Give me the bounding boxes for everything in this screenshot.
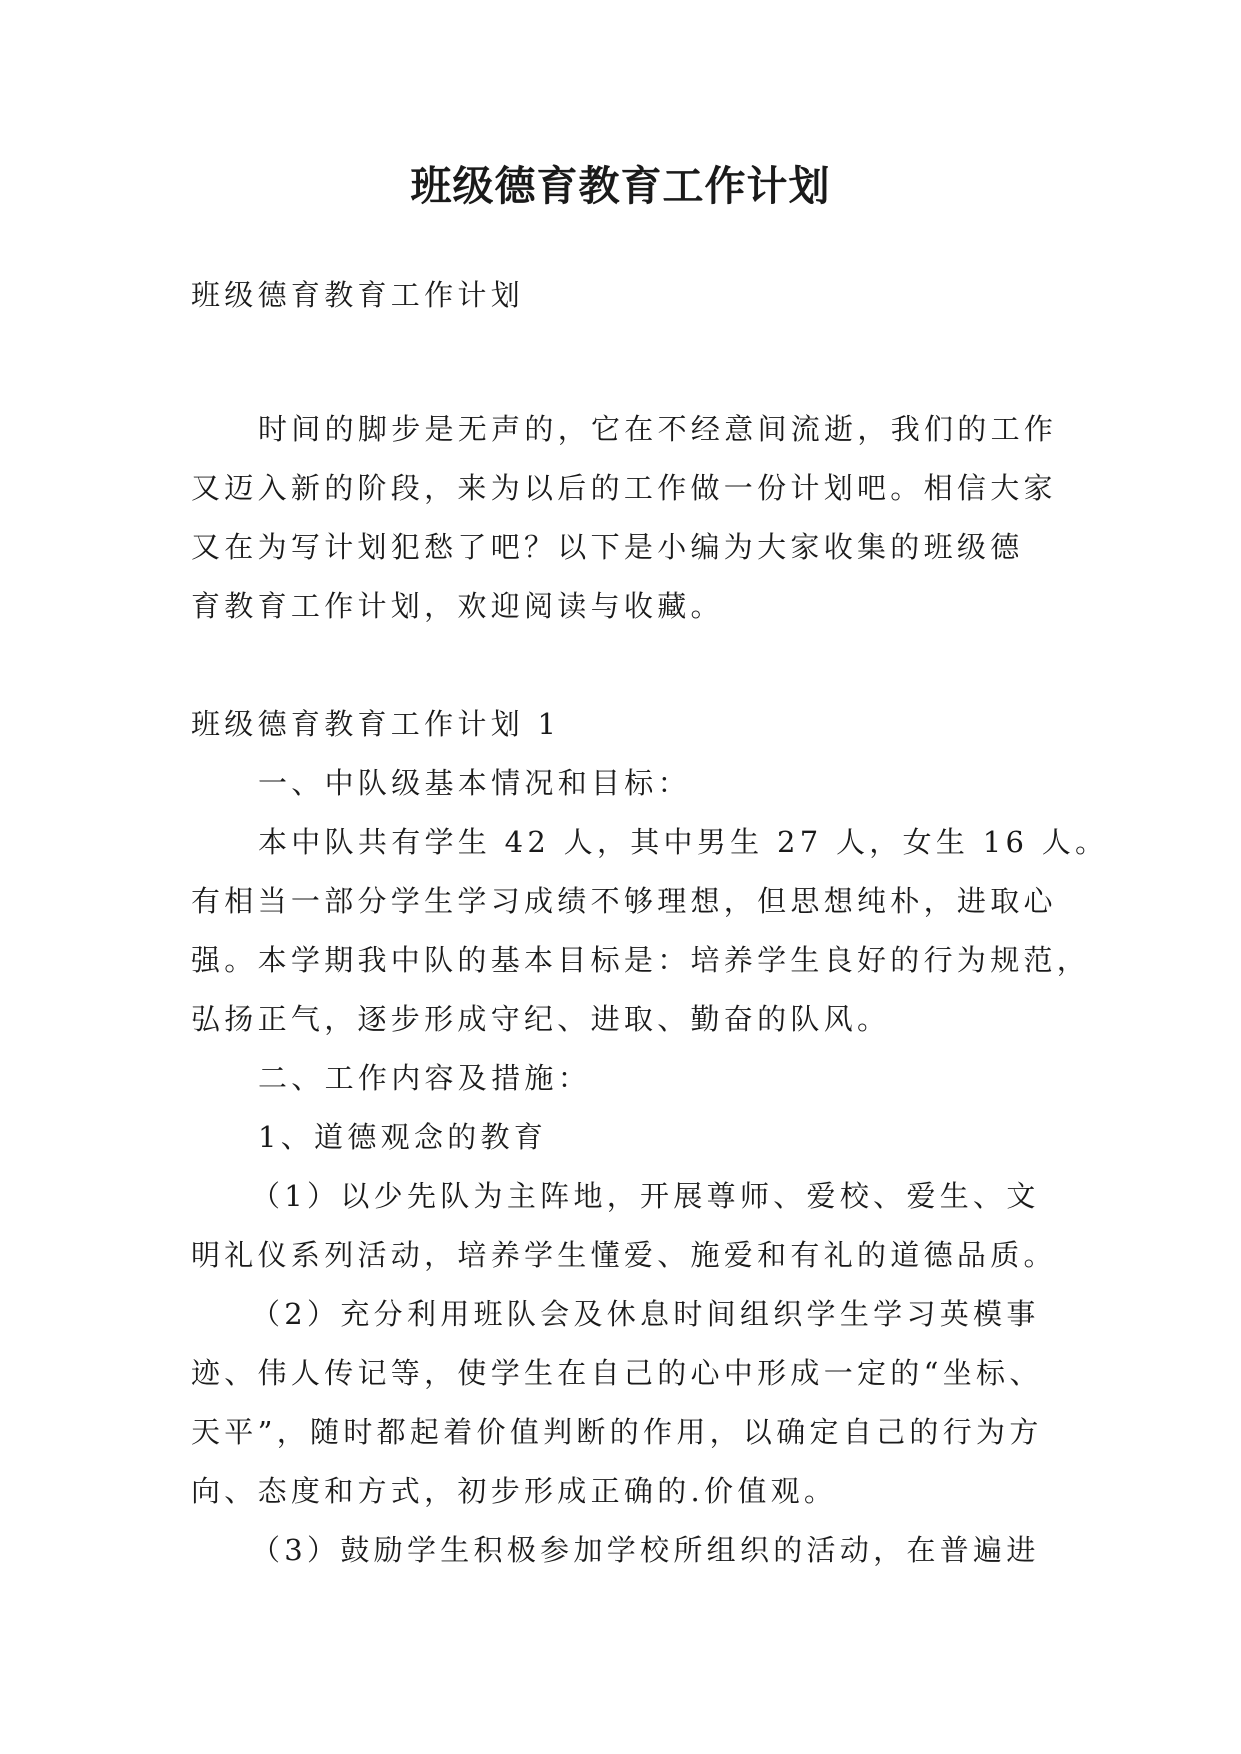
item1-1-line: 明礼仪系列活动，培养学生懂爱、施爱和有礼的道德品质。 xyxy=(191,1238,1057,1272)
plan-section xyxy=(191,695,1109,1580)
subtitle-line: 班级德育教育工作计划 xyxy=(191,278,525,312)
page-title: 班级德育教育工作计划 xyxy=(410,162,831,210)
item1-2-line: （2）充分利用班队会及休息时间组织学生学习英模事 xyxy=(251,1297,1040,1331)
intro-line: 时间的脚步是无声的，它在不经意间流逝，我们的工作 xyxy=(258,412,1058,446)
intro-line: 育教育工作计划，欢迎阅读与收藏。 xyxy=(191,589,724,623)
part1-line: 弘扬正气，逐步形成守纪、进取、勤奋的队风。 xyxy=(191,1002,891,1036)
item1-2-line: 向、态度和方式，初步形成正确的.价值观。 xyxy=(191,1474,838,1508)
part1-heading: 一、中队级基本情况和目标： xyxy=(258,766,691,800)
item1-2-line: 天平”，随时都起着价值判断的作用，以确定自己的行为方 xyxy=(191,1415,1043,1449)
intro-line: 又迈入新的阶段，来为以后的工作做一份计划吧。相信大家 xyxy=(191,471,1057,505)
plan-heading: 班级德育教育工作计划 1 xyxy=(191,707,561,741)
document-subtitle xyxy=(191,266,1056,325)
item1-1-line: （1）以少先队为主阵地，开展尊师、爱校、爱生、文 xyxy=(251,1179,1040,1213)
item1-3-line: （3）鼓励学生积极参加学校所组织的活动，在普遍进 xyxy=(251,1533,1040,1567)
item1-2-line: 迹、伟人传记等，使学生在自己的心中形成一定的“坐标、 xyxy=(191,1356,1043,1390)
part1-line: 本中队共有学生 42 人，其中男生 27 人，女生 16 人。 xyxy=(258,825,1109,859)
part2-heading: 二、工作内容及措施： xyxy=(258,1061,592,1095)
intro-paragraph xyxy=(191,400,1056,636)
part1-line: 有相当一部分学生学习成绩不够理想，但思想纯朴，进取心 xyxy=(191,884,1057,918)
item1-heading: 1、道德观念的教育 xyxy=(258,1120,548,1154)
intro-line: 又在为写计划犯愁了吧？以下是小编为大家收集的班级德 xyxy=(191,530,1024,564)
part1-line: 强。本学期我中队的基本目标是：培养学生良好的行为规范， xyxy=(191,943,1091,977)
